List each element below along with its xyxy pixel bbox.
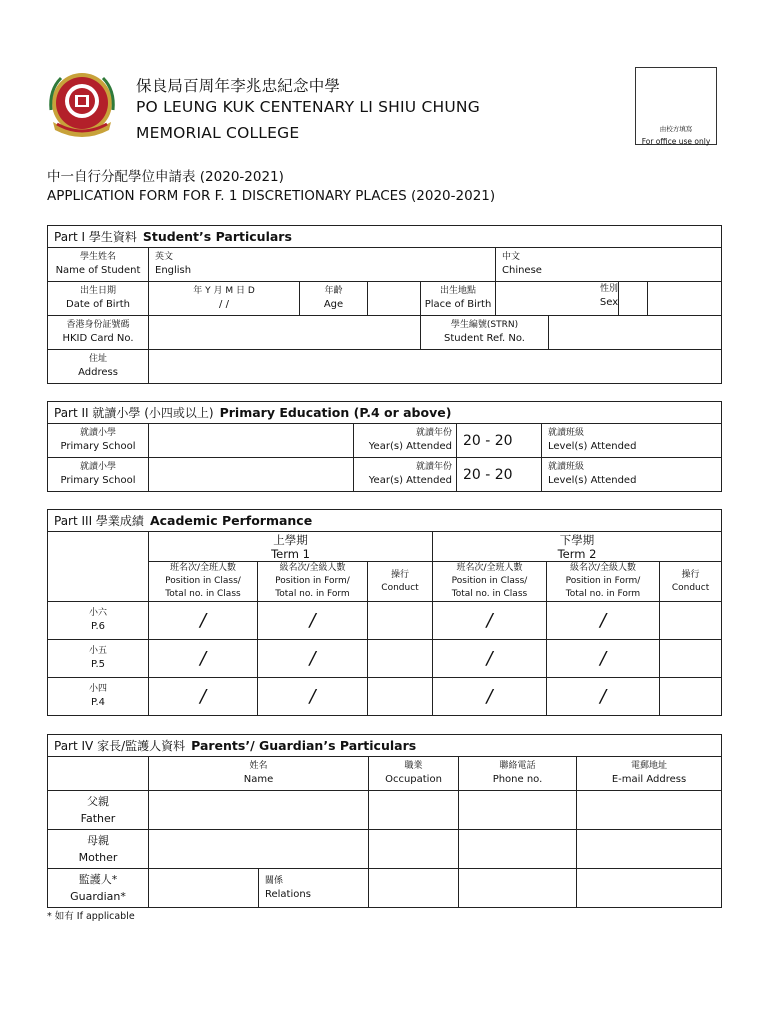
address-label: 住址 Address (48, 350, 149, 384)
term1-header: 上學期 Term 1 (149, 532, 433, 562)
mother-occupation-field[interactable] (369, 830, 459, 869)
father-name-field[interactable] (149, 791, 369, 830)
p5-t1-conduct-field[interactable] (368, 640, 433, 678)
primary-school-field-1[interactable] (149, 424, 354, 458)
strn-label: 學生編號(STRN) Student Ref. No. (421, 316, 549, 350)
office-use-label-en: For office use only (641, 137, 711, 146)
p6-t1-conduct-field[interactable] (368, 602, 433, 640)
t1-conduct-header: 操行 Conduct (368, 562, 433, 602)
school-name-en-line2: MEMORIAL COLLEGE (136, 124, 300, 142)
part4-table (47, 734, 722, 908)
p5-t1-class-field[interactable]: / (149, 640, 258, 678)
footnote: * 如有 If applicable (47, 911, 135, 922)
mother-name-field[interactable] (149, 830, 369, 869)
school-name-cn: 保良局百周年李兆忠紀念中學 (136, 77, 341, 95)
year-label-1: 就讀年份 Year(s) Attended (354, 424, 457, 458)
mother-phone-field[interactable] (459, 830, 577, 869)
level-label-2: 就讀班級 Level(s) Attended (542, 458, 722, 492)
guardian-email-field[interactable] (577, 869, 722, 908)
dob-field[interactable]: 年 Y 月 M 日 D / / (149, 282, 300, 316)
p5-t1-form-field[interactable]: / (258, 640, 368, 678)
p6-t1-class-field[interactable]: / (149, 602, 258, 640)
p6-t2-class-field[interactable]: / (433, 602, 547, 640)
name-label: 學生姓名 Name of Student (48, 248, 149, 282)
email-col-header: 電郵地址 E-mail Address (577, 757, 722, 791)
part4-header: Part IV 家長/監護人資料 Parents’/ Guardian’s Particulars (48, 735, 722, 757)
p4-t1-form-field[interactable]: / (258, 678, 368, 716)
mother-label: 母親 Mother (48, 830, 149, 869)
part3-header: Part III 學業成績 Academic Performance (48, 510, 722, 532)
p6-t1-form-field[interactable]: / (258, 602, 368, 640)
age-field[interactable] (368, 282, 421, 316)
hkid-label: 香港身份証號碼 HKID Card No. (48, 316, 149, 350)
primary-school-label-1: 就讀小學 Primary School (48, 424, 149, 458)
pob-label: 出生地點 Place of Birth (421, 282, 496, 316)
dob-label: 出生日期 Date of Birth (48, 282, 149, 316)
guardian-label: 監護人* Guardian* (48, 869, 149, 908)
p4-t2-form-field[interactable]: / (547, 678, 660, 716)
level-label-1: 就讀班級 Level(s) Attended (542, 424, 722, 458)
father-email-field[interactable] (577, 791, 722, 830)
t2-position-class-header: 班名次/全班人數 Position in Class/ Total no. in Class (433, 562, 547, 602)
primary-school-field-2[interactable] (149, 458, 354, 492)
guardian-name-field[interactable] (149, 869, 259, 908)
office-use-box (635, 67, 717, 145)
p4-t2-conduct-field[interactable] (660, 678, 722, 716)
guardian-relations-field[interactable]: 關係 Relations (259, 869, 369, 908)
occupation-col-header: 職業 Occupation (369, 757, 459, 791)
office-use-label-cn: 由校方填寫 (659, 125, 693, 133)
grade-p4-label: 小四 P.4 (48, 678, 149, 716)
father-label: 父親 Father (48, 791, 149, 830)
sex-label-text: 性別 Sex (599, 284, 619, 308)
name-chinese-field[interactable]: 中文 Chinese (496, 248, 722, 282)
grade-p5-label: 小五 P.5 (48, 640, 149, 678)
p4-t2-class-field[interactable]: / (433, 678, 547, 716)
p5-t2-class-field[interactable]: / (433, 640, 547, 678)
guardian-occupation-field[interactable] (369, 869, 459, 908)
t2-conduct-header: 操行 Conduct (660, 562, 722, 602)
hkid-field[interactable] (149, 316, 421, 350)
name-english-field[interactable]: 英文 English (149, 248, 496, 282)
mother-email-field[interactable] (577, 830, 722, 869)
father-occupation-field[interactable] (369, 791, 459, 830)
year-field-1[interactable]: 20 - 20 (457, 424, 542, 458)
sex-field[interactable] (648, 282, 722, 316)
strn-field[interactable] (549, 316, 722, 350)
part1-header: Part I 學生資料 Student’s Particulars (48, 226, 722, 248)
p5-t2-form-field[interactable]: / (547, 640, 660, 678)
t1-position-class-header: 班名次/全班人數 Position in Class/ Total no. in Class (149, 562, 258, 602)
year-field-2[interactable]: 20 - 20 (457, 458, 542, 492)
p6-t2-conduct-field[interactable] (660, 602, 722, 640)
part2-header: Part II 就讀小學 (小四或以上) Primary Education (P.4 or above) (48, 402, 722, 424)
address-field[interactable] (149, 350, 722, 384)
p4-t1-conduct-field[interactable] (368, 678, 433, 716)
age-label: 年齡 Age (300, 282, 368, 316)
year-label-2: 就讀年份 Year(s) Attended (354, 458, 457, 492)
t2-position-form-header: 級名次/全級人數 Position in Form/ Total no. in Form (547, 562, 660, 602)
part2-table (47, 401, 722, 492)
form-title-en: APPLICATION FORM FOR F. 1 DISCRETIONARY PLACES (2020-2021) (47, 188, 496, 204)
grade-p6-label: 小六 P.6 (48, 602, 149, 640)
blank-corner-2 (48, 757, 149, 791)
part3-table (47, 509, 722, 716)
term2-header: 下學期 Term 2 (433, 532, 722, 562)
guardian-phone-field[interactable] (459, 869, 577, 908)
father-phone-field[interactable] (459, 791, 577, 830)
p6-t2-form-field[interactable]: / (547, 602, 660, 640)
form-title-cn: 中一自行分配學位申請表 (2020-2021) (47, 169, 284, 185)
p4-t1-class-field[interactable]: / (149, 678, 258, 716)
p5-t2-conduct-field[interactable] (660, 640, 722, 678)
school-name-en-line1: PO LEUNG KUK CENTENARY LI SHIU CHUNG (136, 98, 480, 116)
name-col-header: 姓名 Name (149, 757, 369, 791)
primary-school-label-2: 就讀小學 Primary School (48, 458, 149, 492)
t1-position-form-header: 級名次/全級人數 Position in Form/ Total no. in Form (258, 562, 368, 602)
phone-col-header: 聯絡電話 Phone no. (459, 757, 577, 791)
school-crest-icon (47, 70, 118, 140)
blank-corner (48, 532, 149, 602)
